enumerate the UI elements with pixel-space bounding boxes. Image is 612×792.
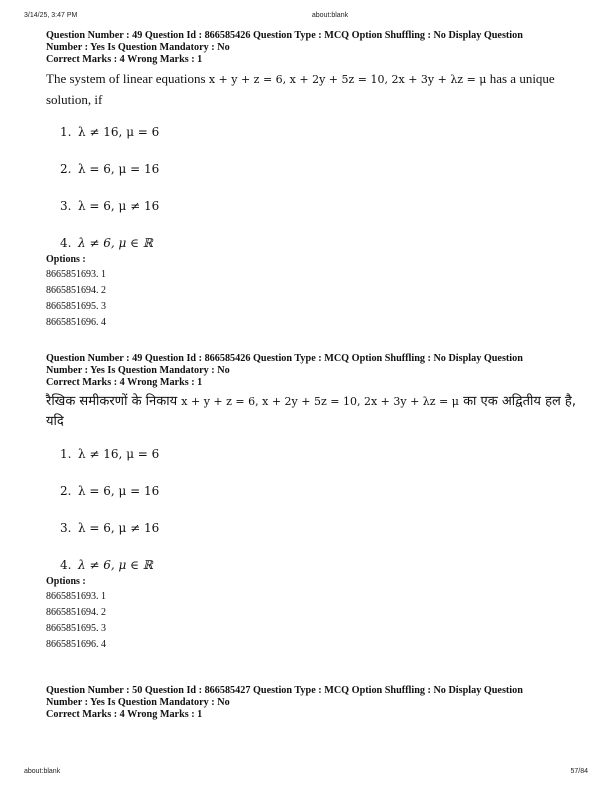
- question-49-hindi: [46, 353, 576, 653]
- question-marks: Correct Marks : 4 Wrong Marks : 1: [46, 54, 203, 65]
- question-meta-line-2: Number : Yes Is Question Mandatory : No: [46, 365, 230, 376]
- answer-option-2: [46, 159, 576, 196]
- question-50: [46, 685, 576, 721]
- question-stem: [46, 69, 576, 110]
- options-title: Options :: [46, 576, 86, 587]
- option-text: λ = 6, μ ≠ 16: [78, 199, 160, 213]
- print-datetime: 3/14/25, 3:47 PM: [24, 12, 78, 19]
- option-text: λ ≠ 6, μ ∈ ℝ: [78, 236, 153, 250]
- stem-text-start: रैखिक समीकरणों के निकाय: [46, 394, 182, 409]
- answer-options: [46, 122, 576, 253]
- answer-option-4: [46, 233, 576, 253]
- question-meta-line-1: Question Number : 49 Question Id : 866585426 Question Type : MCQ Option Shuffling : No Display Question: [46, 30, 523, 41]
- option-text: λ ≠ 16, μ = 6: [78, 125, 160, 139]
- option-number: 1.: [60, 447, 72, 461]
- option-id: 8665851693. 1: [46, 269, 106, 280]
- question-meta-line-2: Number : Yes Is Question Mandatory : No: [46, 42, 230, 53]
- option-id: 8665851693. 1: [46, 591, 106, 602]
- option-text: λ = 6, μ = 16: [78, 162, 160, 176]
- option-text: λ = 6, μ ≠ 16: [78, 521, 160, 535]
- option-number: 2.: [60, 484, 72, 498]
- stem-equations: x + y + z = 6, x + 2y + 5z = 10, 2x + 3y + λz = μ: [181, 395, 459, 408]
- option-number: 2.: [60, 162, 72, 176]
- option-number: 1.: [60, 125, 72, 139]
- question-marks: Correct Marks : 4 Wrong Marks : 1: [46, 377, 203, 388]
- page-number: 57/84: [570, 768, 588, 775]
- answer-option-3: [46, 518, 576, 555]
- footer-url: about:blank: [24, 768, 61, 775]
- print-url: about:blank: [311, 12, 349, 19]
- option-text: λ ≠ 16, μ = 6: [78, 447, 160, 461]
- option-number: 4.: [60, 236, 72, 250]
- option-id: 8665851694. 2: [46, 285, 106, 296]
- stem-text-end: का एक अद्वितीय हल है, यदि: [46, 394, 576, 429]
- option-id: 8665851696. 4: [46, 639, 106, 650]
- option-number: 4.: [60, 558, 72, 572]
- question-stem: [46, 392, 576, 432]
- option-text: λ = 6, μ = 16: [78, 484, 160, 498]
- stem-text-end: has a unique solution, if: [46, 71, 555, 107]
- stem-text-start: The system of linear equations: [46, 71, 209, 86]
- option-text: λ ≠ 6, μ ∈ ℝ: [78, 558, 153, 572]
- question-meta-line-1: Question Number : 50 Question Id : 866585427 Question Type : MCQ Option Shuffling : No Display Question: [46, 685, 523, 696]
- option-number: 3.: [60, 521, 72, 535]
- option-id: 8665851695. 3: [46, 623, 106, 634]
- option-id: 8665851694. 2: [46, 607, 106, 618]
- question-meta-line-2: Number : Yes Is Question Mandatory : No: [46, 697, 230, 708]
- answer-option-1: [46, 122, 576, 159]
- question-49-english: [46, 30, 576, 331]
- question-meta-line-1: Question Number : 49 Question Id : 866585426 Question Type : MCQ Option Shuffling : No Display Question: [46, 353, 523, 364]
- answer-option-2: [46, 481, 576, 518]
- answer-options: [46, 444, 576, 575]
- answer-option-4: [46, 555, 576, 575]
- question-marks: Correct Marks : 4 Wrong Marks : 1: [46, 709, 203, 720]
- answer-option-1: [46, 444, 576, 481]
- option-id: 8665851695. 3: [46, 301, 106, 312]
- option-number: 3.: [60, 199, 72, 213]
- stem-equations: x + y + z = 6, x + 2y + 5z = 10, 2x + 3y + λz = μ: [208, 73, 487, 86]
- option-id: 8665851696. 4: [46, 317, 106, 328]
- options-title: Options :: [46, 254, 86, 265]
- answer-option-3: [46, 196, 576, 233]
